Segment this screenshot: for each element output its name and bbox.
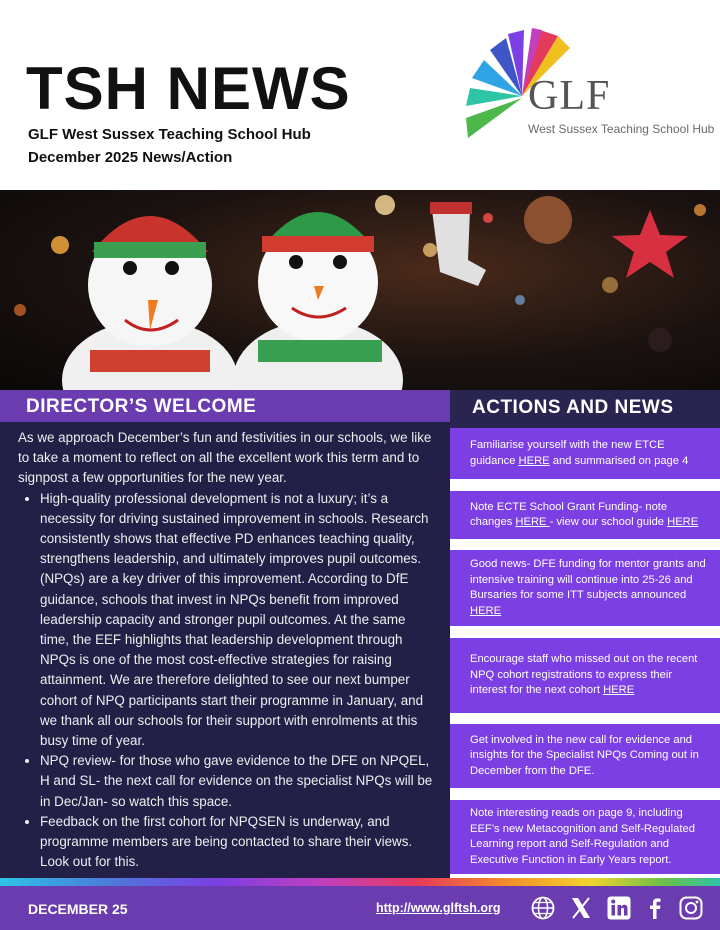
card-text: Get involved in the new call for evidence and insights for the Specialist NPQs Coming out in December from the DFE.	[470, 733, 699, 777]
director-welcome-body	[18, 428, 438, 872]
x-icon[interactable]	[568, 895, 594, 921]
director-bullet: • High-quality professional development is not a luxury; it’s a necessity for driving sustained improvement in schools. Research consistently shows that effective PD enhances teaching quality, strengthens leadership, and ultimately improves pupil outcomes. (NPQs) are a key driver of this improvement. According to DfE guidance, schools that invest in NPQs benefit from improved leadership capacity and stronger pupil outcomes. At the same time, the EEF highlights that leadership development through NPQs is one of the most cost-effective strategies for raising attainment. We are therefore delighted to see our next bumper cohort of NPQ participants start their programme in January, and we thank all our schools for their support with enrolments at this busy time of year.	[40, 489, 438, 752]
glf-logo	[462, 26, 715, 146]
facebook-icon[interactable]	[642, 895, 668, 921]
action-card-interesting-reads	[450, 800, 720, 874]
action-card-npq-interest	[450, 638, 720, 713]
action-card-mentor-funding	[450, 550, 720, 626]
director-welcome-panel	[0, 390, 450, 878]
masthead	[0, 0, 720, 190]
card-text: Note ECTE School Grant Funding- note changes	[470, 500, 668, 528]
mentor-funding-link[interactable]: HERE	[470, 604, 502, 617]
christmas-snowmen-photo	[0, 190, 720, 390]
actions-news-header	[450, 390, 720, 428]
card-text: - view our school guide	[549, 516, 668, 528]
card-text: Good news- DFE funding for mentor grants and intensive training will continue into 25-26 and Bursaries for some ITT subjects announced	[470, 558, 706, 601]
ecte-funding-link[interactable]: HERE	[515, 516, 550, 528]
card-text: and summarised on page 4	[549, 454, 689, 467]
logo-subtext: West Sussex Teaching School Hub	[528, 122, 715, 136]
footer-date: DECEMBER 25	[28, 901, 128, 917]
director-welcome-heading: DIRECTOR’S WELCOME	[26, 396, 257, 417]
instagram-icon[interactable]	[678, 895, 704, 921]
footer	[0, 886, 720, 930]
globe-icon[interactable]	[530, 895, 556, 921]
director-bullet-list	[40, 489, 438, 873]
etce-guidance-link[interactable]: HERE	[518, 454, 550, 467]
action-card-ecte-funding	[450, 491, 720, 539]
action-card-specialist-npqs	[450, 724, 720, 788]
actions-news-panel	[450, 390, 720, 878]
newsletter-subtitle-date: December 2025 News/Action	[28, 149, 233, 166]
newsletter-subtitle-org: GLF West Sussex Teaching School Hub	[28, 126, 311, 143]
website-link[interactable]: http://www.glftsh.org	[376, 901, 501, 915]
card-text: Encourage staff who missed out on the recent NPQ cohort registrations to express their interest for the next cohort	[470, 653, 698, 697]
director-bullet: • NPQ review- for those who gave evidence to the DFE on NPQEL, H and SL- the next call for evidence on the specialist NPQs will be in Dec/Jan- so watch this space.	[40, 751, 438, 812]
newsletter-title: TSH NEWS	[26, 55, 351, 122]
action-card-etce	[450, 428, 720, 479]
director-bullet: • Feedback on the first cohort for NPQSEN is underway, and programme members are being contacted to share their views. Look out for this.	[40, 812, 438, 873]
director-welcome-header	[0, 390, 450, 422]
hero-image	[0, 190, 720, 390]
school-guide-link[interactable]: HERE	[667, 516, 699, 528]
npq-interest-link[interactable]: HERE	[603, 684, 635, 697]
rainbow-divider	[0, 878, 720, 886]
actions-news-heading: ACTIONS AND NEWS	[472, 397, 674, 418]
linkedin-icon[interactable]	[606, 895, 632, 921]
card-text: Familiarise yourself with the new ETCE guidance	[470, 439, 665, 467]
card-text: Note interesting reads on page 9, including EEF’s new Metacognition and Self-Regulated Learning report and Self-Regulation and Executive Function in Early Years report.	[470, 807, 695, 866]
logo-text: GLF	[528, 73, 611, 119]
director-intro: As we approach December’s fun and festivities in our schools, we like to take a moment to reflect on all the excellent work this term and to signpost a few opportunities for the new year.	[18, 430, 432, 486]
